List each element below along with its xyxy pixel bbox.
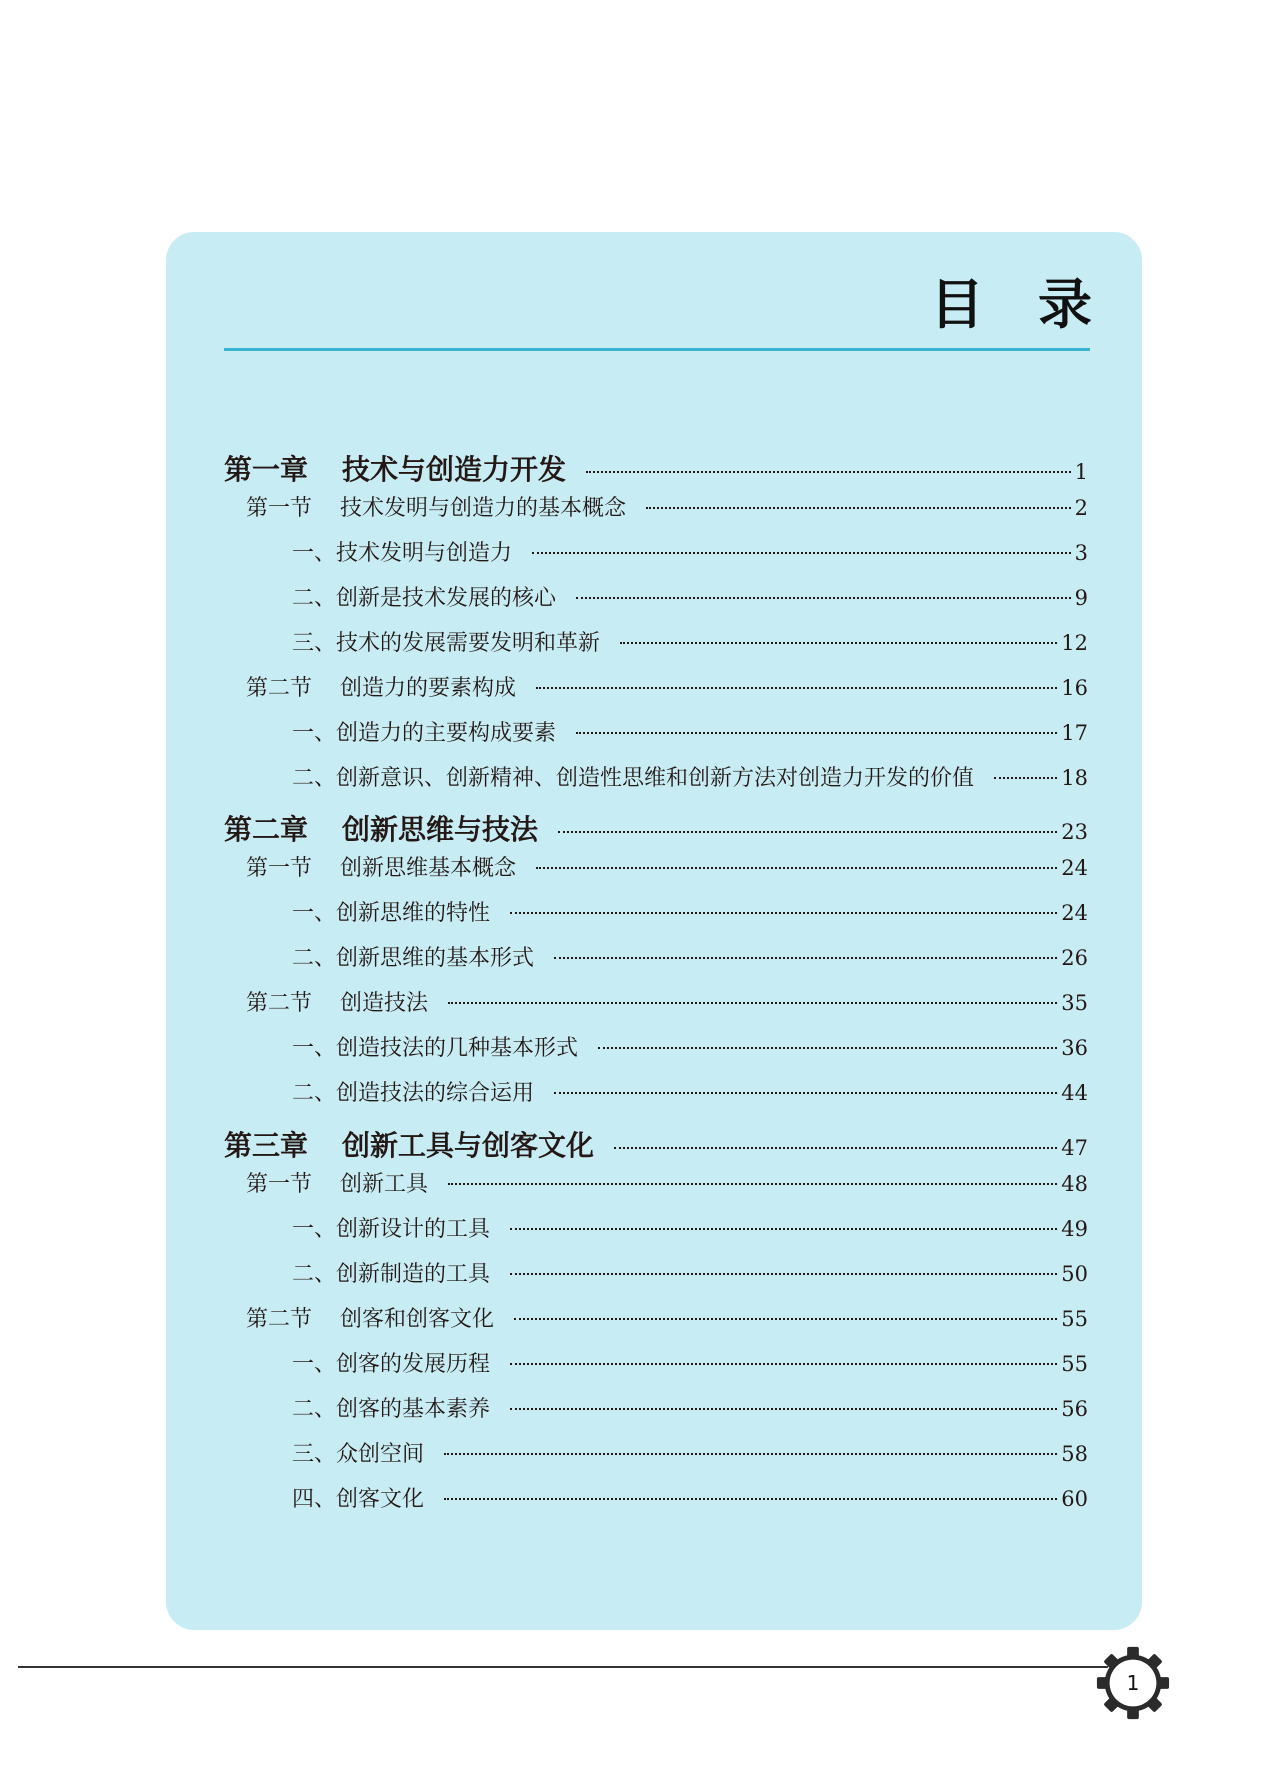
toc-title-text: 三、众创空间 xyxy=(292,1442,425,1467)
dot-leader xyxy=(510,1408,1057,1410)
toc-label: 第二节 xyxy=(246,991,313,1016)
toc-label: 第二节 xyxy=(246,1307,313,1332)
toc-title-text: 一、创造力的主要构成要素 xyxy=(292,721,557,746)
toc-label: 第二章 xyxy=(224,813,309,846)
toc-item[interactable] xyxy=(292,1347,1088,1378)
dot-leader xyxy=(514,1318,1057,1320)
toc-item[interactable] xyxy=(292,1437,1088,1468)
dot-leader xyxy=(510,1228,1057,1230)
dot-leader xyxy=(614,1147,1057,1149)
toc-label: 第一章 xyxy=(224,453,309,486)
toc-label: 第二节 xyxy=(246,676,313,701)
dot-leader xyxy=(994,777,1057,779)
toc-label: 第一节 xyxy=(246,496,313,521)
dot-leader xyxy=(576,597,1071,599)
toc-title-text: 创新工具与创客文化 xyxy=(342,1129,595,1162)
dot-leader xyxy=(554,1092,1057,1094)
toc-page-number: 23 xyxy=(1061,820,1088,844)
toc-title-text: 创造力的要素构成 xyxy=(340,676,517,701)
toc-title-text: 一、创造技法的几种基本形式 xyxy=(292,1036,579,1061)
toc-page-number: 24 xyxy=(1061,856,1088,880)
toc-section[interactable] xyxy=(246,671,1088,702)
toc-title-text: 创新工具 xyxy=(340,1172,429,1197)
dot-leader xyxy=(586,471,1071,473)
toc-title-text: 一、创客的发展历程 xyxy=(292,1352,491,1377)
toc-item[interactable] xyxy=(292,896,1088,927)
toc-page-number: 55 xyxy=(1061,1352,1088,1376)
toc-chapter[interactable] xyxy=(224,808,1088,848)
toc-section[interactable] xyxy=(246,986,1088,1017)
toc-item[interactable] xyxy=(292,761,1088,792)
toc-title-text: 三、技术的发展需要发明和革新 xyxy=(292,631,601,656)
toc-item[interactable] xyxy=(292,1392,1088,1423)
toc-page-number: 18 xyxy=(1061,766,1088,790)
toc-label: 第一节 xyxy=(246,1172,313,1197)
toc-item[interactable] xyxy=(292,626,1088,657)
dot-leader xyxy=(554,957,1057,959)
dot-leader xyxy=(448,1183,1057,1185)
toc-page-number: 44 xyxy=(1061,1081,1088,1105)
toc-item[interactable] xyxy=(292,1031,1088,1062)
toc-item[interactable] xyxy=(292,581,1088,612)
toc-title-text: 一、技术发明与创造力 xyxy=(292,541,513,566)
toc-title-text: 二、创新思维的基本形式 xyxy=(292,946,535,971)
toc-section[interactable] xyxy=(246,491,1088,522)
toc-page-number: 16 xyxy=(1061,676,1088,700)
toc-page-number: 56 xyxy=(1061,1397,1088,1421)
toc-item[interactable] xyxy=(292,1257,1088,1288)
toc-title-text: 二、创造技法的综合运用 xyxy=(292,1081,535,1106)
toc-page-number: 55 xyxy=(1061,1307,1088,1331)
toc-title-text: 二、创新意识、创新精神、创造性思维和创新方法对创造力开发的价值 xyxy=(292,766,975,791)
toc-page-number: 9 xyxy=(1074,586,1088,610)
toc-item[interactable] xyxy=(292,1482,1088,1513)
toc-chapter[interactable] xyxy=(224,448,1088,488)
toc-page-number: 48 xyxy=(1061,1172,1088,1196)
toc-item[interactable] xyxy=(292,1076,1088,1107)
toc-item[interactable] xyxy=(292,536,1088,567)
page-number: 1 xyxy=(1126,1671,1140,1695)
toc-page-number: 24 xyxy=(1061,901,1088,925)
toc-title-text: 技术发明与创造力的基本概念 xyxy=(340,496,627,521)
toc-page-number: 60 xyxy=(1061,1487,1088,1511)
dot-leader xyxy=(620,642,1057,644)
dot-leader xyxy=(536,687,1057,689)
dot-leader xyxy=(448,1002,1057,1004)
toc-page-number: 35 xyxy=(1061,991,1088,1015)
toc-page-number: 12 xyxy=(1061,631,1088,655)
toc-title-text: 创客和创客文化 xyxy=(340,1307,495,1332)
toc-section[interactable] xyxy=(246,1167,1088,1198)
toc-title-text: 一、创新思维的特性 xyxy=(292,901,491,926)
toc-page-number: 3 xyxy=(1074,541,1088,565)
toc-section[interactable] xyxy=(246,851,1088,882)
toc-page-number: 1 xyxy=(1074,460,1088,484)
dot-leader xyxy=(510,1273,1057,1275)
toc-page-number: 26 xyxy=(1061,946,1088,970)
dot-leader xyxy=(646,507,1071,509)
toc-page-number: 58 xyxy=(1061,1442,1088,1466)
dot-leader xyxy=(510,912,1057,914)
toc-title-text: 四、创客文化 xyxy=(292,1487,425,1512)
toc-item[interactable] xyxy=(292,1212,1088,1243)
toc-label: 第一节 xyxy=(246,856,313,881)
dot-leader xyxy=(510,1363,1057,1365)
dot-leader xyxy=(558,831,1057,833)
toc-title-text: 创造技法 xyxy=(340,991,429,1016)
toc-page-number: 49 xyxy=(1061,1217,1088,1241)
toc-page-number: 47 xyxy=(1061,1136,1088,1160)
toc-title: 目 录 xyxy=(930,273,1092,336)
toc-chapter[interactable] xyxy=(224,1124,1088,1164)
toc-page-number: 17 xyxy=(1061,721,1088,745)
toc-page-number: 36 xyxy=(1061,1036,1088,1060)
toc-page-number: 2 xyxy=(1074,496,1088,520)
toc-title-text: 二、创新是技术发展的核心 xyxy=(292,586,557,611)
toc-section[interactable] xyxy=(246,1302,1088,1333)
title-rule xyxy=(224,348,1090,351)
toc-label: 第三章 xyxy=(224,1129,309,1162)
toc-title-text: 创新思维基本概念 xyxy=(340,856,517,881)
dot-leader xyxy=(444,1498,1057,1500)
toc-item[interactable] xyxy=(292,941,1088,972)
footer-rule xyxy=(18,1666,1108,1668)
dot-leader xyxy=(598,1047,1057,1049)
toc-title-text: 创新思维与技法 xyxy=(342,813,539,846)
toc-title-text: 技术与创造力开发 xyxy=(342,453,567,486)
dot-leader xyxy=(576,732,1057,734)
dot-leader xyxy=(532,552,1071,554)
dot-leader xyxy=(536,867,1057,869)
toc-item[interactable] xyxy=(292,716,1088,747)
dot-leader xyxy=(444,1453,1057,1455)
toc-title-text: 一、创新设计的工具 xyxy=(292,1217,491,1242)
toc-title-text: 二、创新制造的工具 xyxy=(292,1262,491,1287)
toc-page-number: 50 xyxy=(1061,1262,1088,1286)
toc-title-text: 二、创客的基本素养 xyxy=(292,1397,491,1422)
